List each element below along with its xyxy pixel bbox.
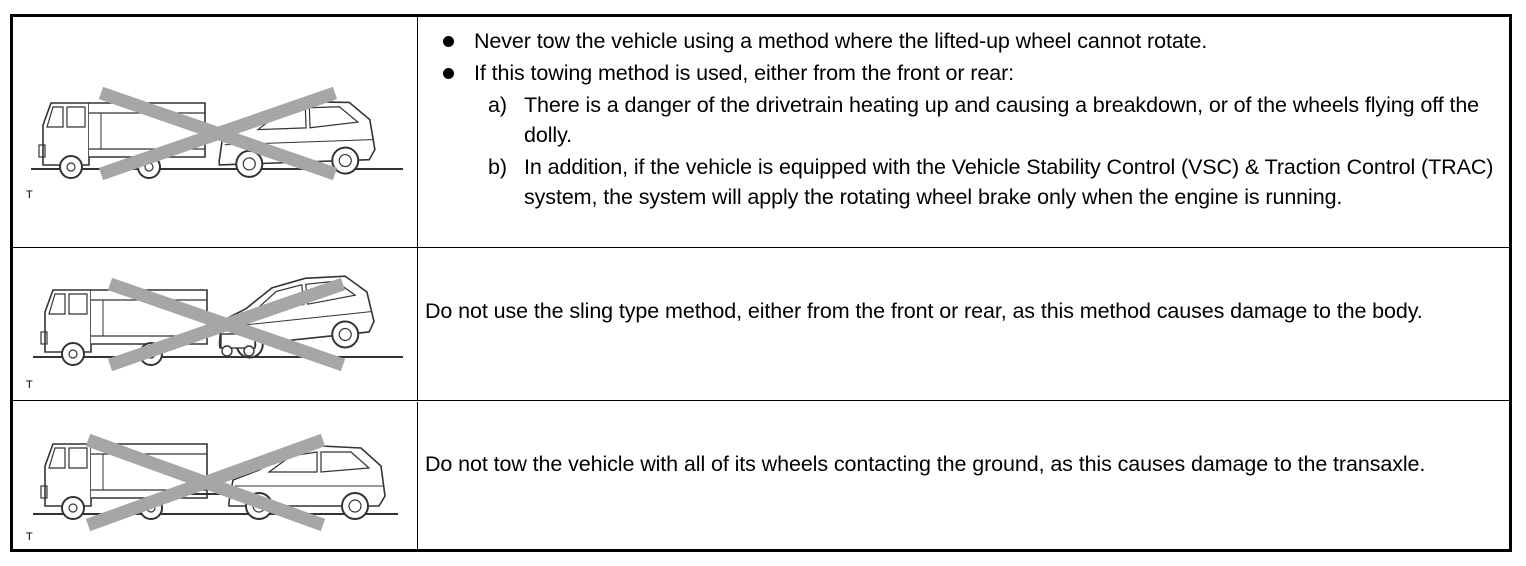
text-cell: Never tow the vehicle using a method where the lifted-up wheel cannot rotate. If this towing method is used, either from the front or rear: a) There is a danger of the drivetrain heating up and causing a breakdown, or of the wheels flying off the dolly. b) In addition, if the vehicle is equipped with the Vehicle Stability Control (VSC) & Traction Control (TRAC) system, the system will apply the rotating wheel brake only when the engine is running. <box>419 17 1509 247</box>
towing-caution-table <box>10 14 1512 552</box>
table-row <box>13 248 1509 401</box>
figure-mark: T <box>26 379 33 391</box>
caution-text: Do not use the sling type method, either from the front or rear, as this method causes damage to the body. <box>425 299 1423 323</box>
all-wheels-ground-tow-prohibited-illustration <box>13 402 417 548</box>
bullet-icon <box>443 36 454 47</box>
caution-text: Do not tow the vehicle with all of its wheels contacting the ground, as this causes damage to the transaxle. <box>425 452 1426 476</box>
image-cell <box>13 402 418 549</box>
image-cell <box>13 248 418 400</box>
image-cell <box>13 17 418 247</box>
sling-tow-prohibited-illustration <box>13 248 417 400</box>
table-row <box>13 17 1509 248</box>
table-row <box>13 402 1509 549</box>
flat-tow-prohibited-illustration <box>13 17 417 247</box>
text-cell <box>419 402 1509 549</box>
figure-mark: T <box>26 189 33 201</box>
figure-mark: T <box>26 531 33 543</box>
bullet-icon <box>443 68 454 79</box>
text-cell <box>419 248 1509 400</box>
